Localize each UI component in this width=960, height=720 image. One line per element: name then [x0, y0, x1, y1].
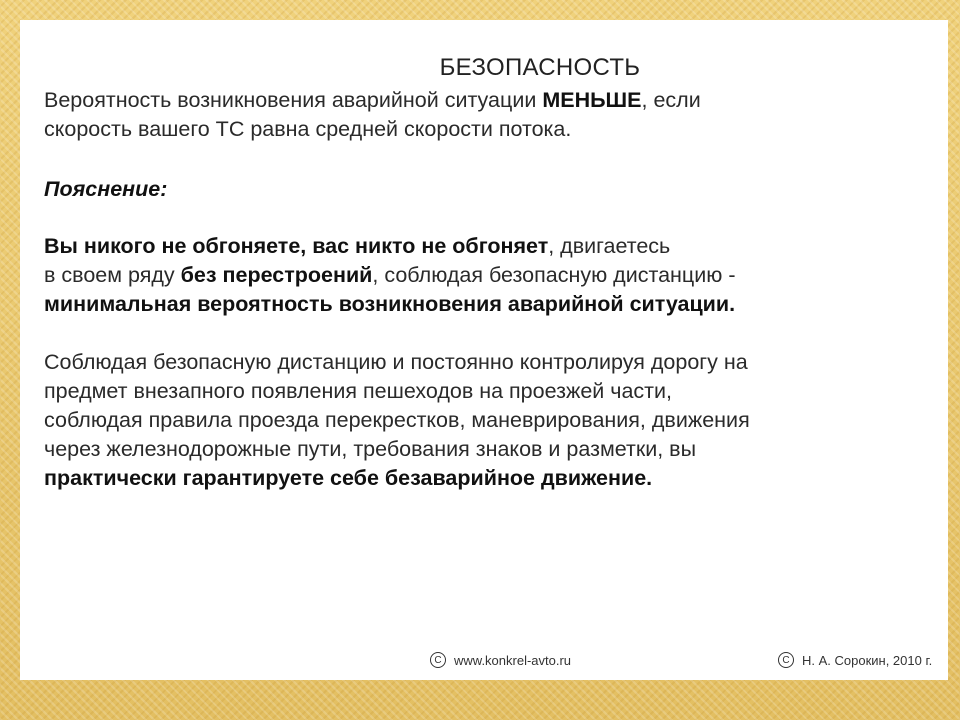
author-credit: Н. А. Сорокин, 2010 г.: [802, 652, 933, 668]
para1-line-3: минимальная вероятность возникновения аварийной ситуации.: [44, 292, 736, 316]
copyright-icon: C: [778, 652, 794, 668]
slide-title: БЕЗОПАСНОСТЬ: [439, 54, 641, 81]
intro-text-end: , если: [641, 88, 701, 112]
para1-text-1: , двигаетесь: [548, 234, 671, 258]
copyright-icon: C: [430, 652, 446, 668]
para1-line-1: [44, 234, 670, 259]
para1-emphasis-1: Вы никого не обгоняете, вас никто не обгоняет: [44, 234, 549, 258]
para2-line-3: соблюдая правила проезда перекрестков, маневрирования, движения: [44, 408, 750, 432]
para1-text-2b: , соблюдая безопасную дистанцию -: [372, 263, 736, 287]
para2-line-1: Соблюдая безопасную дистанцию и постоянно контролируя дорогу на: [44, 350, 748, 374]
intro-emphasis: МЕНЬШЕ: [542, 88, 642, 112]
website-link[interactable]: www.konkrel-avto.ru: [454, 652, 572, 668]
para1-line-2: [44, 263, 736, 288]
para2-line-4: через железнодорожные пути, требования знаков и разметки, вы: [44, 437, 697, 461]
para2-line-5: практически гарантируете себе безаварийное движение.: [44, 466, 653, 490]
footer-website: [430, 652, 571, 668]
intro-line-1: [44, 88, 701, 113]
footer-author: [778, 652, 932, 668]
para2-line-2: предмет внезапного появления пешеходов на проезжей части,: [44, 379, 673, 403]
explanation-label: Пояснение:: [44, 177, 168, 201]
slide-panel: [20, 20, 948, 680]
para1-emphasis-2: без перестроений: [180, 263, 373, 287]
para1-text-2a: в своем ряду: [44, 263, 181, 287]
intro-line-2: скорость вашего ТС равна средней скорости потока.: [44, 117, 572, 141]
intro-text: Вероятность возникновения аварийной ситуации: [44, 88, 543, 112]
